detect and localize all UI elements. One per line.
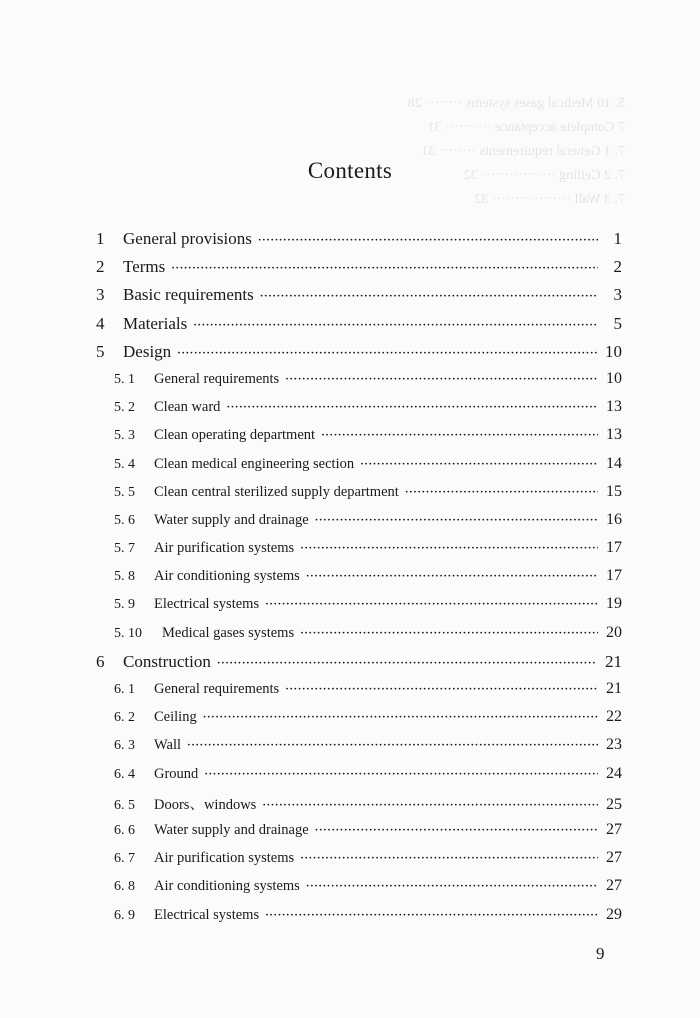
toc-entry-page: 15 (606, 482, 622, 500)
toc-entry-number: 2 (96, 257, 105, 277)
toc-entry-title: Air purification systems (154, 850, 295, 867)
dot-leader (265, 910, 598, 921)
dot-leader (258, 235, 598, 246)
dot-leader (285, 374, 598, 385)
toc-section-entry[interactable] (96, 398, 622, 426)
toc-entry-page: 2 (613, 257, 622, 277)
dot-leader (300, 853, 598, 864)
toc-entry-title: Doors、windows (154, 796, 257, 813)
toc-entry-title: Basic requirements (123, 285, 254, 305)
toc-entry-title: Clean medical engineering section (154, 455, 355, 472)
toc-section-entry[interactable] (96, 708, 622, 736)
dot-leader (171, 263, 598, 274)
toc-section-entry[interactable] (96, 595, 622, 623)
toc-entry-page: 17 (606, 567, 622, 585)
toc-entry-title: Electrical systems (154, 596, 260, 613)
toc-entry-page: 27 (606, 849, 622, 867)
dot-leader (193, 320, 598, 331)
toc-entry-number: 6. 4 (114, 766, 135, 782)
toc-section-entry[interactable] (96, 370, 622, 398)
toc-section-entry[interactable] (96, 483, 622, 511)
toc-entry-number: 5. 3 (114, 428, 135, 444)
toc-entry-page: 20 (606, 623, 622, 641)
toc-entry-title: General requirements (154, 681, 280, 697)
toc-entry-title: Design (123, 341, 172, 361)
toc-entry-number: 5. 5 (114, 484, 135, 500)
toc-section-entry[interactable] (96, 877, 622, 905)
bleed-line: 7. 2 Ceiling ················ 32 (463, 168, 625, 183)
toc-entry-number: 1 (96, 229, 105, 248)
toc-entry-page: 17 (606, 539, 622, 557)
toc-entry-number: 6. 2 (114, 710, 135, 726)
toc-entry-title: Ceiling (154, 709, 197, 726)
dot-leader (306, 881, 598, 892)
bleed-line: 5. 10 Medical gases systems ········ 28 (407, 96, 625, 111)
dot-leader (177, 348, 597, 359)
dot-leader (300, 543, 598, 554)
toc-entry-number: 3 (96, 285, 105, 305)
dot-leader (204, 769, 598, 780)
bleed-line: 7. 1 General requirements ········ 31 (421, 144, 625, 159)
toc-section-entry[interactable] (96, 455, 622, 483)
toc-chapter-entry[interactable] (96, 285, 622, 313)
toc-entry-title: Water supply and drainage (154, 511, 309, 528)
toc-entry-number: 5. 10 (114, 625, 142, 641)
dot-leader (285, 684, 598, 695)
toc-section-entry[interactable] (96, 426, 622, 454)
toc-entry-title: Clean ward (154, 399, 221, 416)
toc-entry-page: 10 (606, 369, 622, 387)
toc-entry-number: 6. 8 (114, 879, 135, 895)
toc-entry-page: 13 (606, 398, 622, 416)
toc-entry-page: 25 (606, 795, 622, 813)
toc-entry-title: Air purification systems (154, 540, 295, 557)
toc-entry-title: Materials (123, 313, 188, 333)
toc-entry-page: 19 (606, 595, 622, 613)
dot-leader (203, 712, 598, 723)
dot-leader (306, 571, 598, 582)
toc-entry-page: 5 (613, 313, 622, 333)
toc-entry-number: 5. 4 (114, 456, 135, 472)
toc-section-entry[interactable] (96, 765, 622, 793)
table-of-contents (96, 229, 622, 934)
toc-entry-page: 16 (606, 510, 622, 528)
dot-leader (265, 599, 598, 610)
toc-entry-page: 21 (605, 651, 622, 671)
toc-entry-number: 5. 8 (114, 569, 135, 585)
toc-entry-page: 3 (613, 285, 622, 305)
toc-entry-number: 5. 1 (114, 371, 135, 387)
toc-entry-number: 6. 5 (114, 797, 135, 813)
toc-entry-title: General requirements (154, 370, 280, 387)
toc-entry-number: 5. 6 (114, 512, 135, 528)
toc-entry-page: 1 (613, 229, 622, 248)
toc-entry-title: Wall (154, 737, 182, 754)
bleed-line: 7 Complete acceptance ·········· 31 (427, 120, 625, 135)
dot-leader (315, 515, 598, 526)
toc-chapter-entry[interactable] (96, 652, 622, 680)
toc-chapter-entry[interactable] (96, 314, 622, 342)
toc-section-entry[interactable] (96, 849, 622, 877)
toc-section-entry[interactable] (96, 539, 622, 567)
page-number: 9 (596, 944, 605, 963)
toc-section-entry[interactable] (96, 736, 622, 764)
toc-entry-title: Clean operating department (154, 427, 316, 444)
toc-entry-page: 13 (606, 426, 622, 444)
toc-entry-number: 6. 7 (114, 851, 135, 867)
dot-leader (260, 291, 598, 302)
dot-leader (360, 459, 598, 470)
toc-entry-title: Electrical systems (154, 906, 260, 923)
toc-entry-page: 10 (605, 341, 622, 361)
toc-entry-title: Water supply and drainage (154, 821, 309, 838)
dot-leader (405, 487, 598, 498)
toc-entry-number: 6. 1 (114, 682, 135, 697)
dot-leader (300, 628, 598, 639)
dot-leader (315, 825, 598, 836)
toc-section-entry[interactable] (96, 793, 622, 821)
toc-entry-number: 4 (96, 313, 105, 333)
toc-entry-title: Clean central sterilized supply department (154, 483, 399, 500)
toc-entry-number: 6. 9 (114, 907, 135, 923)
toc-entry-title: Terms (123, 257, 166, 277)
toc-entry-page: 27 (606, 820, 622, 838)
dot-leader (187, 740, 598, 751)
toc-entry-page: 22 (606, 708, 622, 726)
bleed-line: 7. 3 Wall ················· 32 (474, 192, 625, 207)
toc-chapter-entry[interactable] (96, 257, 622, 285)
toc-entry-number: 5. 9 (114, 597, 135, 613)
toc-entry-number: 6. 3 (114, 738, 135, 754)
toc-chapter-entry[interactable] (96, 342, 622, 370)
toc-entry-page: 14 (606, 454, 622, 472)
toc-entry-number: 5. 2 (114, 400, 135, 416)
toc-section-entry[interactable] (96, 680, 622, 708)
toc-chapter-entry[interactable] (96, 229, 622, 257)
toc-entry-number: 5. 7 (114, 541, 135, 557)
toc-entry-page: 29 (606, 905, 622, 923)
toc-entry-number: 6. 6 (114, 822, 135, 838)
toc-entry-page: 23 (606, 736, 622, 754)
toc-entry-title: Ground (154, 765, 199, 782)
toc-section-entry[interactable] (96, 906, 622, 934)
toc-entry-number: 5 (96, 341, 105, 361)
toc-entry-title: Medical gases systems (162, 624, 295, 641)
dot-leader (217, 658, 597, 669)
dot-leader (321, 430, 598, 441)
toc-entry-page: 27 (606, 877, 622, 895)
toc-section-entry[interactable] (96, 624, 622, 652)
toc-entry-title: Air conditioning systems (154, 878, 300, 895)
toc-entry-title: General provisions (123, 229, 252, 248)
toc-section-entry[interactable] (96, 821, 622, 849)
toc-section-entry[interactable] (96, 511, 622, 539)
toc-entry-page: 21 (606, 680, 622, 697)
toc-entry-title: Construction (123, 651, 211, 671)
toc-entry-number: 6 (96, 651, 105, 671)
page-title: Contents (307, 158, 393, 183)
toc-entry-title: Air conditioning systems (154, 568, 300, 585)
dot-leader (262, 800, 598, 811)
reverse-side-bleed-through (395, 92, 625, 212)
toc-entry-page: 24 (606, 764, 622, 782)
dot-leader (226, 402, 598, 413)
toc-section-entry[interactable] (96, 567, 622, 595)
